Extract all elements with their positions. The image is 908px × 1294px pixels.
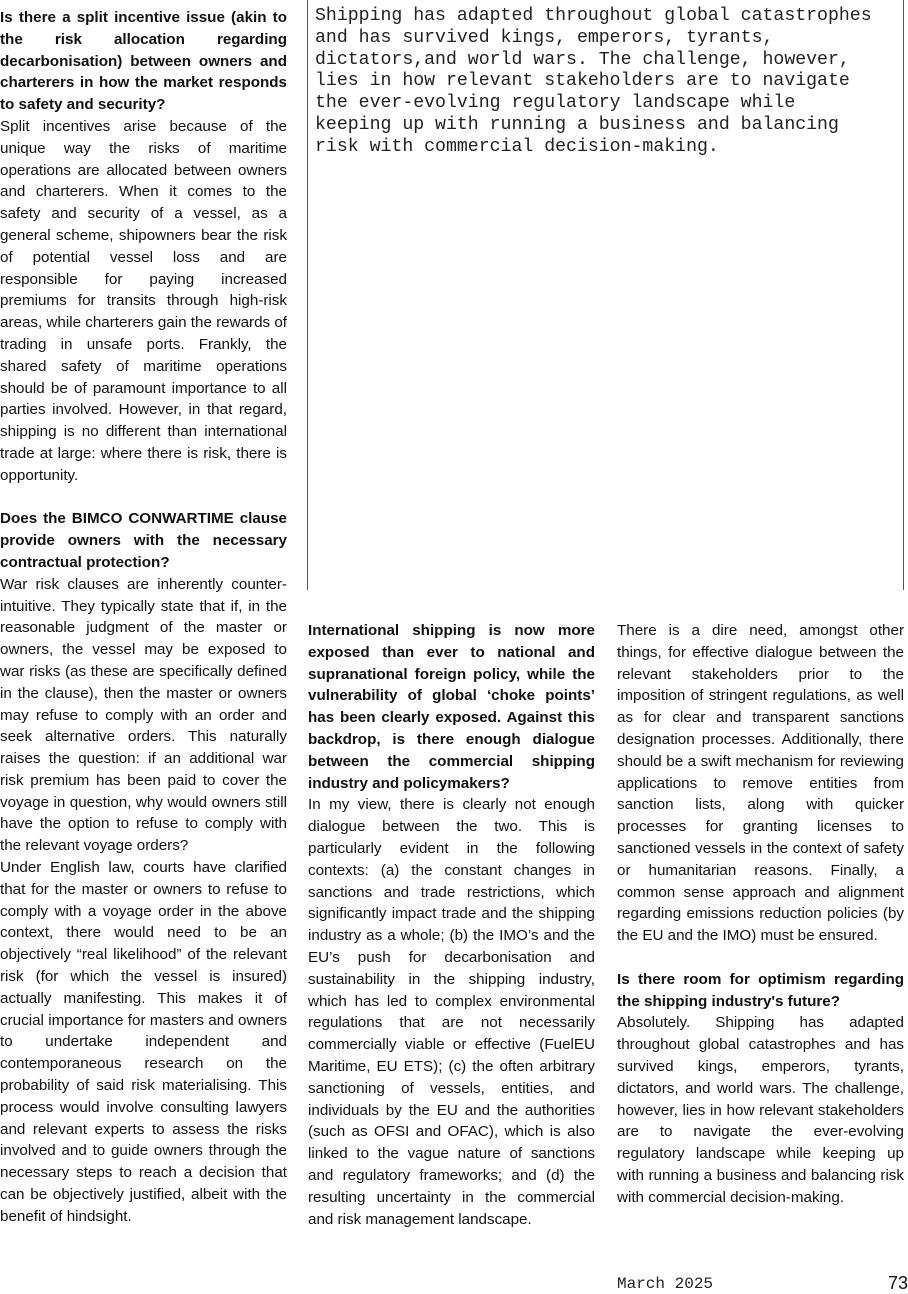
answer-split-incentive: Split incentives arise because of the unique way the risks of maritime operations are allocated between owners and charterers. When it comes to the safety and security of a vessel, as a general scheme, shipowners bear the risk of potential vessel loss and are responsible for paying increased premiums for transits through high-risk areas, while charterers gain the rewards of trading in unsafe ports. Frankly, the shared safety of maritime operations should be of paramount importance to all parties involved. However, in that regard, shipping is no different than international trade at large: where there is risk, there is opportunity. [0, 117, 288, 484]
middle-column [308, 620, 595, 1230]
pull-quote: Shipping has adapted throughout global catastrophes and has survived kings, emperors, tyrants, dictators,and world wars. The challenge, however, lies in how relevant stakeholders are to navigate the ever-evolving regulatory landscape while keeping up with running a business and balancing risk with commercial decision-making. [315, 6, 872, 157]
question-split-incentive: Is there a split incentive issue (akin to the risk allocation regarding decarbonisation) between owners and charterers in how the market responds to safety and security? [0, 9, 287, 114]
answer-conwartime-p1: War risk clauses are inherently counter-intuitive. They typically state that if, in the reasonable judgment of the master or owners, the vessel may be exposed to war risks (as these are specifically defined in the clause), then the master or owners may refuse to comply with an order and seek alternative orders. This naturally raises the question: if an additional war risk premium has been paid to cover the voyage in question, why would owners still have the option to refuse to comply with the relevant voyage orders? [0, 575, 287, 855]
question-conwartime: Does the BIMCO CONWARTIME clause provide owners with the necessary contractual protection? [0, 510, 287, 571]
pull-quote-left-rule [307, 0, 308, 590]
left-column [0, 7, 287, 1228]
answer-dialogue-continued: There is a dire need, amongst other things, for effective dialogue between the relevant stakeholders prior to the imposition of stringent regulations, as well as for clear and transparent sanctions designation processes. Additionally, there should be a swift mechanism for reviewing applications to remove entities from sanction lists, along with quicker processes for granting licenses to sanctioned vessels in the context of safety or humanitarian reasons. Finally, a common sense approach and alignment regarding emissions reduction policies (by the EU and the IMO) must be ensured. [617, 622, 904, 945]
question-dialogue: International shipping is now more exposed than ever to national and supranational foreign policy, while the vulnerability of global ‘choke points’ has been clearly exposed. Against this backdrop, is there enough dialogue between the commercial shipping industry and policymakers? [308, 622, 595, 792]
answer-conwartime-p2: Under English law, courts have clarified that for the master or owners to refuse to comply with a voyage order in the above context, there would need to be an objectively “real likelihood” of the relevant risk (for which the vessel is insured) actually manifesting. This makes it of crucial importance for masters and owners to undertake independent and contemporaneous research on the probability of said risk materialising. This process would involve consulting lawyers and relevant experts to assess the risks involved and to guide owners through the necessary steps to reach a decision that can be objectively justified, albeit with the benefit of hindsight. [0, 859, 287, 1225]
answer-optimism: Absolutely. Shipping has adapted throughout global catastrophes and has survived kings, emperors, tyrants, dictators, and world wars. The challenge, however, lies in how relevant stakeholders are to navigate the ever-evolving regulatory landscape while keeping up with running a business and balancing risk with commercial decision-making. [617, 1014, 904, 1206]
footer-date: March 2025 [617, 1275, 714, 1293]
answer-dialogue: In my view, there is clearly not enough dialogue between the two. This is particularly evident in the following contexts: (a) the constant changes in sanctions and trade restrictions, which significantly impact trade and the shipping industry as a whole; (b) the IMO’s and the EU’s push for decarbonisation and sustainability in the shipping industry, which has led to complex environmental regulations that are not necessarily commercially viable or effective (FuelEU Maritime, EU ETS); (c) the often arbitrary sanctioning of vessels, entities, and individuals by the EU and the authorities (such as OFSI and OFAC), which is also linked to the vague nature of sanctions and regulatory frameworks; and (d) the resulting uncertainty in the commercial and risk management landscape. [308, 796, 595, 1228]
right-column [617, 620, 904, 1209]
pull-quote-right-rule [903, 0, 904, 590]
question-optimism: Is there room for optimism regarding the shipping industry's future? [617, 970, 904, 1010]
page-number: 73 [887, 1273, 908, 1293]
